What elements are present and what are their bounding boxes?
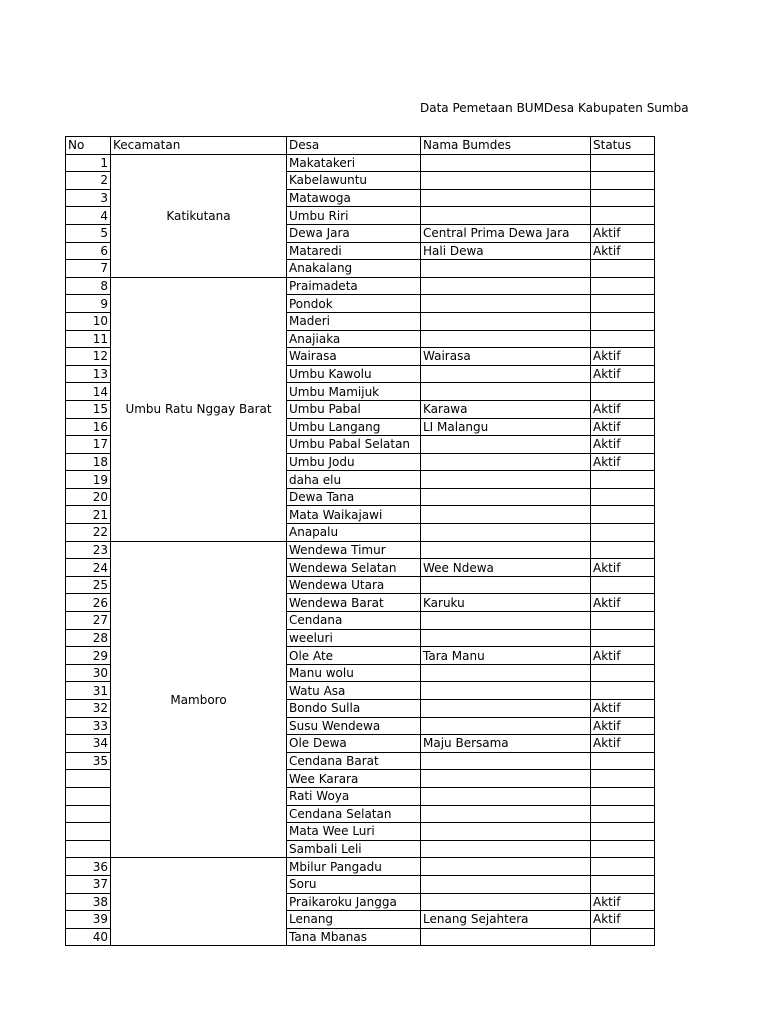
cell-no[interactable]: 16 [66, 418, 111, 436]
cell-nama-bumdes[interactable] [421, 295, 591, 313]
cell-nama-bumdes[interactable]: Karuku [421, 594, 591, 612]
cell-nama-bumdes[interactable]: Hali Dewa [421, 242, 591, 260]
cell-nama-bumdes[interactable] [421, 858, 591, 876]
cell-nama-bumdes[interactable] [421, 207, 591, 225]
cell-no[interactable]: 12 [66, 348, 111, 366]
cell-desa[interactable]: Makatakeri [287, 154, 421, 172]
cell-status[interactable]: Aktif [591, 224, 655, 242]
cell-status[interactable] [591, 312, 655, 330]
data-table [65, 136, 655, 946]
cell-desa[interactable]: Matawoga [287, 189, 421, 207]
cell-desa[interactable]: Cendana [287, 612, 421, 630]
cell-status[interactable]: Aktif [591, 717, 655, 735]
cell-no[interactable]: 26 [66, 594, 111, 612]
cell-nama-bumdes[interactable] [421, 664, 591, 682]
cell-desa[interactable]: Anapalu [287, 524, 421, 542]
cell-status[interactable]: Aktif [591, 647, 655, 665]
cell-no[interactable]: 22 [66, 524, 111, 542]
cell-desa[interactable]: Wendewa Utara [287, 576, 421, 594]
cell-desa[interactable]: Mbilur Pangadu [287, 858, 421, 876]
cell-desa[interactable]: Dewa Jara [287, 224, 421, 242]
cell-no[interactable]: 27 [66, 612, 111, 630]
cell-kecamatan[interactable]: Katikutana [111, 154, 287, 277]
cell-no[interactable]: 13 [66, 365, 111, 383]
cell-nama-bumdes[interactable]: Central Prima Dewa Jara [421, 224, 591, 242]
cell-desa[interactable]: Susu Wendewa [287, 717, 421, 735]
cell-nama-bumdes[interactable] [421, 506, 591, 524]
cell-desa[interactable]: Umbu Pabal [287, 400, 421, 418]
cell-no[interactable]: 36 [66, 858, 111, 876]
cell-desa[interactable]: Anakalang [287, 260, 421, 278]
page-title: Data Pemetaan BUMDesa Kabupaten Sumba [420, 101, 689, 115]
cell-status[interactable] [591, 207, 655, 225]
cell-nama-bumdes[interactable] [421, 330, 591, 348]
cell-desa[interactable]: Wendewa Selatan [287, 559, 421, 577]
cell-no[interactable]: 4 [66, 207, 111, 225]
cell-kecamatan[interactable] [111, 858, 287, 946]
cell-no[interactable]: 17 [66, 436, 111, 454]
cell-desa[interactable]: Mataredi [287, 242, 421, 260]
cell-nama-bumdes[interactable] [421, 365, 591, 383]
cell-status[interactable] [591, 875, 655, 893]
cell-desa[interactable]: Praimadeta [287, 277, 421, 295]
cell-no[interactable]: 37 [66, 875, 111, 893]
cell-nama-bumdes[interactable] [421, 928, 591, 946]
cell-nama-bumdes[interactable] [421, 875, 591, 893]
cell-nama-bumdes[interactable] [421, 524, 591, 542]
cell-no[interactable] [66, 787, 111, 805]
cell-nama-bumdes[interactable] [421, 823, 591, 841]
cell-status[interactable] [591, 787, 655, 805]
cell-desa[interactable]: Umbu Jodu [287, 453, 421, 471]
header-cell-status[interactable]: Status [591, 137, 655, 155]
cell-desa[interactable]: Wee Karara [287, 770, 421, 788]
cell-desa[interactable]: Umbu Langang [287, 418, 421, 436]
cell-no[interactable]: 8 [66, 277, 111, 295]
cell-desa[interactable]: Rati Woya [287, 787, 421, 805]
cell-status[interactable] [591, 928, 655, 946]
cell-desa[interactable]: Umbu Pabal Selatan [287, 436, 421, 454]
cell-desa[interactable]: Lenang [287, 911, 421, 929]
cell-status[interactable] [591, 506, 655, 524]
table-row [66, 154, 655, 172]
cell-status[interactable] [591, 682, 655, 700]
cell-no[interactable]: 14 [66, 383, 111, 401]
cell-kecamatan[interactable]: Umbu Ratu Nggay Barat [111, 277, 287, 541]
cell-status[interactable] [591, 770, 655, 788]
cell-status[interactable]: Aktif [591, 735, 655, 753]
cell-status[interactable] [591, 524, 655, 542]
table-body [66, 154, 655, 946]
cell-nama-bumdes[interactable] [421, 576, 591, 594]
cell-status[interactable]: Aktif [591, 400, 655, 418]
header-row [66, 137, 655, 155]
cell-no[interactable]: 28 [66, 629, 111, 647]
cell-status[interactable] [591, 541, 655, 559]
cell-status[interactable] [591, 612, 655, 630]
cell-status[interactable]: Aktif [591, 365, 655, 383]
cell-status[interactable] [591, 629, 655, 647]
cell-status[interactable]: Aktif [591, 453, 655, 471]
cell-status[interactable]: Aktif [591, 594, 655, 612]
cell-nama-bumdes[interactable] [421, 312, 591, 330]
cell-desa[interactable]: Cendana Barat [287, 752, 421, 770]
cell-status[interactable] [591, 172, 655, 190]
header-cell-kecamatan[interactable]: Kecamatan [111, 137, 287, 155]
cell-desa[interactable]: Mata Wee Luri [287, 823, 421, 841]
cell-desa[interactable]: Wendewa Timur [287, 541, 421, 559]
cell-desa[interactable]: Maderi [287, 312, 421, 330]
cell-nama-bumdes[interactable]: Tara Manu [421, 647, 591, 665]
cell-nama-bumdes[interactable] [421, 682, 591, 700]
table-row [66, 277, 655, 295]
cell-desa[interactable]: Anajiaka [287, 330, 421, 348]
cell-no[interactable] [66, 770, 111, 788]
cell-status[interactable] [591, 823, 655, 841]
cell-status[interactable]: Aktif [591, 418, 655, 436]
cell-nama-bumdes[interactable] [421, 189, 591, 207]
cell-nama-bumdes[interactable] [421, 787, 591, 805]
cell-status[interactable] [591, 858, 655, 876]
cell-nama-bumdes[interactable]: Wairasa [421, 348, 591, 366]
cell-desa[interactable]: Mata Waikajawi [287, 506, 421, 524]
cell-nama-bumdes[interactable]: LI Malangu [421, 418, 591, 436]
cell-no[interactable]: 34 [66, 735, 111, 753]
cell-desa[interactable]: Cendana Selatan [287, 805, 421, 823]
cell-nama-bumdes[interactable] [421, 541, 591, 559]
cell-no[interactable]: 6 [66, 242, 111, 260]
cell-status[interactable] [591, 383, 655, 401]
cell-no[interactable]: 24 [66, 559, 111, 577]
cell-desa[interactable]: daha elu [287, 471, 421, 489]
cell-no[interactable]: 9 [66, 295, 111, 313]
cell-status[interactable] [591, 664, 655, 682]
cell-no[interactable] [66, 840, 111, 858]
cell-status[interactable] [591, 189, 655, 207]
cell-status[interactable] [591, 805, 655, 823]
cell-nama-bumdes[interactable] [421, 488, 591, 506]
cell-desa[interactable]: Wairasa [287, 348, 421, 366]
cell-no[interactable]: 15 [66, 400, 111, 418]
cell-desa[interactable]: Umbu Mamijuk [287, 383, 421, 401]
cell-desa[interactable]: Pondok [287, 295, 421, 313]
cell-no[interactable]: 39 [66, 911, 111, 929]
header-cell-no[interactable]: No [66, 137, 111, 155]
cell-nama-bumdes[interactable] [421, 154, 591, 172]
cell-nama-bumdes[interactable] [421, 277, 591, 295]
cell-status[interactable] [591, 752, 655, 770]
cell-no[interactable]: 31 [66, 682, 111, 700]
cell-status[interactable] [591, 488, 655, 506]
cell-status[interactable] [591, 154, 655, 172]
cell-nama-bumdes[interactable] [421, 770, 591, 788]
cell-desa[interactable]: Kabelawuntu [287, 172, 421, 190]
cell-status[interactable]: Aktif [591, 436, 655, 454]
cell-desa[interactable]: weeluri [287, 629, 421, 647]
cell-desa[interactable]: Dewa Tana [287, 488, 421, 506]
cell-desa[interactable]: Tana Mbanas [287, 928, 421, 946]
cell-nama-bumdes[interactable] [421, 260, 591, 278]
cell-desa[interactable]: Praikaroku Jangga [287, 893, 421, 911]
cell-desa[interactable]: Umbu Riri [287, 207, 421, 225]
cell-status[interactable] [591, 330, 655, 348]
cell-status[interactable]: Aktif [591, 559, 655, 577]
cell-desa[interactable]: Manu wolu [287, 664, 421, 682]
cell-nama-bumdes[interactable]: Maju Bersama [421, 735, 591, 753]
cell-nama-bumdes[interactable] [421, 752, 591, 770]
cell-no[interactable]: 29 [66, 647, 111, 665]
cell-no[interactable] [66, 823, 111, 841]
cell-no[interactable]: 32 [66, 700, 111, 718]
cell-no[interactable]: 11 [66, 330, 111, 348]
cell-no[interactable]: 1 [66, 154, 111, 172]
cell-status[interactable]: Aktif [591, 700, 655, 718]
cell-no[interactable]: 5 [66, 224, 111, 242]
cell-nama-bumdes[interactable] [421, 629, 591, 647]
cell-nama-bumdes[interactable] [421, 612, 591, 630]
table-row [66, 858, 655, 876]
cell-status[interactable] [591, 260, 655, 278]
cell-status[interactable] [591, 840, 655, 858]
cell-desa[interactable]: Watu Asa [287, 682, 421, 700]
cell-no[interactable]: 19 [66, 471, 111, 489]
table-row [66, 541, 655, 559]
cell-no[interactable]: 30 [66, 664, 111, 682]
cell-status[interactable] [591, 471, 655, 489]
cell-nama-bumdes[interactable]: Lenang Sejahtera [421, 911, 591, 929]
cell-desa[interactable]: Bondo Sulla [287, 700, 421, 718]
cell-nama-bumdes[interactable]: Wee Ndewa [421, 559, 591, 577]
cell-nama-bumdes[interactable] [421, 172, 591, 190]
cell-no[interactable]: 21 [66, 506, 111, 524]
cell-nama-bumdes[interactable] [421, 471, 591, 489]
cell-status[interactable]: Aktif [591, 911, 655, 929]
header-cell-desa[interactable]: Desa [287, 137, 421, 155]
cell-no[interactable]: 18 [66, 453, 111, 471]
cell-status[interactable]: Aktif [591, 348, 655, 366]
header-cell-nama-bumdes[interactable]: Nama Bumdes [421, 137, 591, 155]
cell-no[interactable]: 20 [66, 488, 111, 506]
cell-desa[interactable]: Soru [287, 875, 421, 893]
cell-nama-bumdes[interactable] [421, 893, 591, 911]
cell-nama-bumdes[interactable] [421, 805, 591, 823]
cell-status[interactable] [591, 576, 655, 594]
cell-nama-bumdes[interactable] [421, 840, 591, 858]
cell-nama-bumdes[interactable] [421, 717, 591, 735]
cell-nama-bumdes[interactable]: Karawa [421, 400, 591, 418]
cell-no[interactable]: 33 [66, 717, 111, 735]
cell-status[interactable] [591, 295, 655, 313]
cell-no[interactable]: 35 [66, 752, 111, 770]
cell-no[interactable]: 23 [66, 541, 111, 559]
cell-no[interactable]: 40 [66, 928, 111, 946]
cell-status[interactable]: Aktif [591, 242, 655, 260]
cell-desa[interactable]: Ole Dewa [287, 735, 421, 753]
cell-status[interactable] [591, 277, 655, 295]
cell-desa[interactable]: Sambali Leli [287, 840, 421, 858]
cell-no[interactable]: 7 [66, 260, 111, 278]
cell-no[interactable]: 10 [66, 312, 111, 330]
cell-no[interactable]: 38 [66, 893, 111, 911]
cell-no[interactable]: 25 [66, 576, 111, 594]
cell-desa[interactable]: Wendewa Barat [287, 594, 421, 612]
cell-kecamatan[interactable]: Mamboro [111, 541, 287, 858]
cell-no[interactable] [66, 805, 111, 823]
cell-nama-bumdes[interactable] [421, 383, 591, 401]
cell-desa[interactable]: Umbu Kawolu [287, 365, 421, 383]
cell-status[interactable]: Aktif [591, 893, 655, 911]
cell-nama-bumdes[interactable] [421, 436, 591, 454]
cell-nama-bumdes[interactable] [421, 700, 591, 718]
cell-no[interactable]: 3 [66, 189, 111, 207]
cell-nama-bumdes[interactable] [421, 453, 591, 471]
cell-desa[interactable]: Ole Ate [287, 647, 421, 665]
cell-no[interactable]: 2 [66, 172, 111, 190]
